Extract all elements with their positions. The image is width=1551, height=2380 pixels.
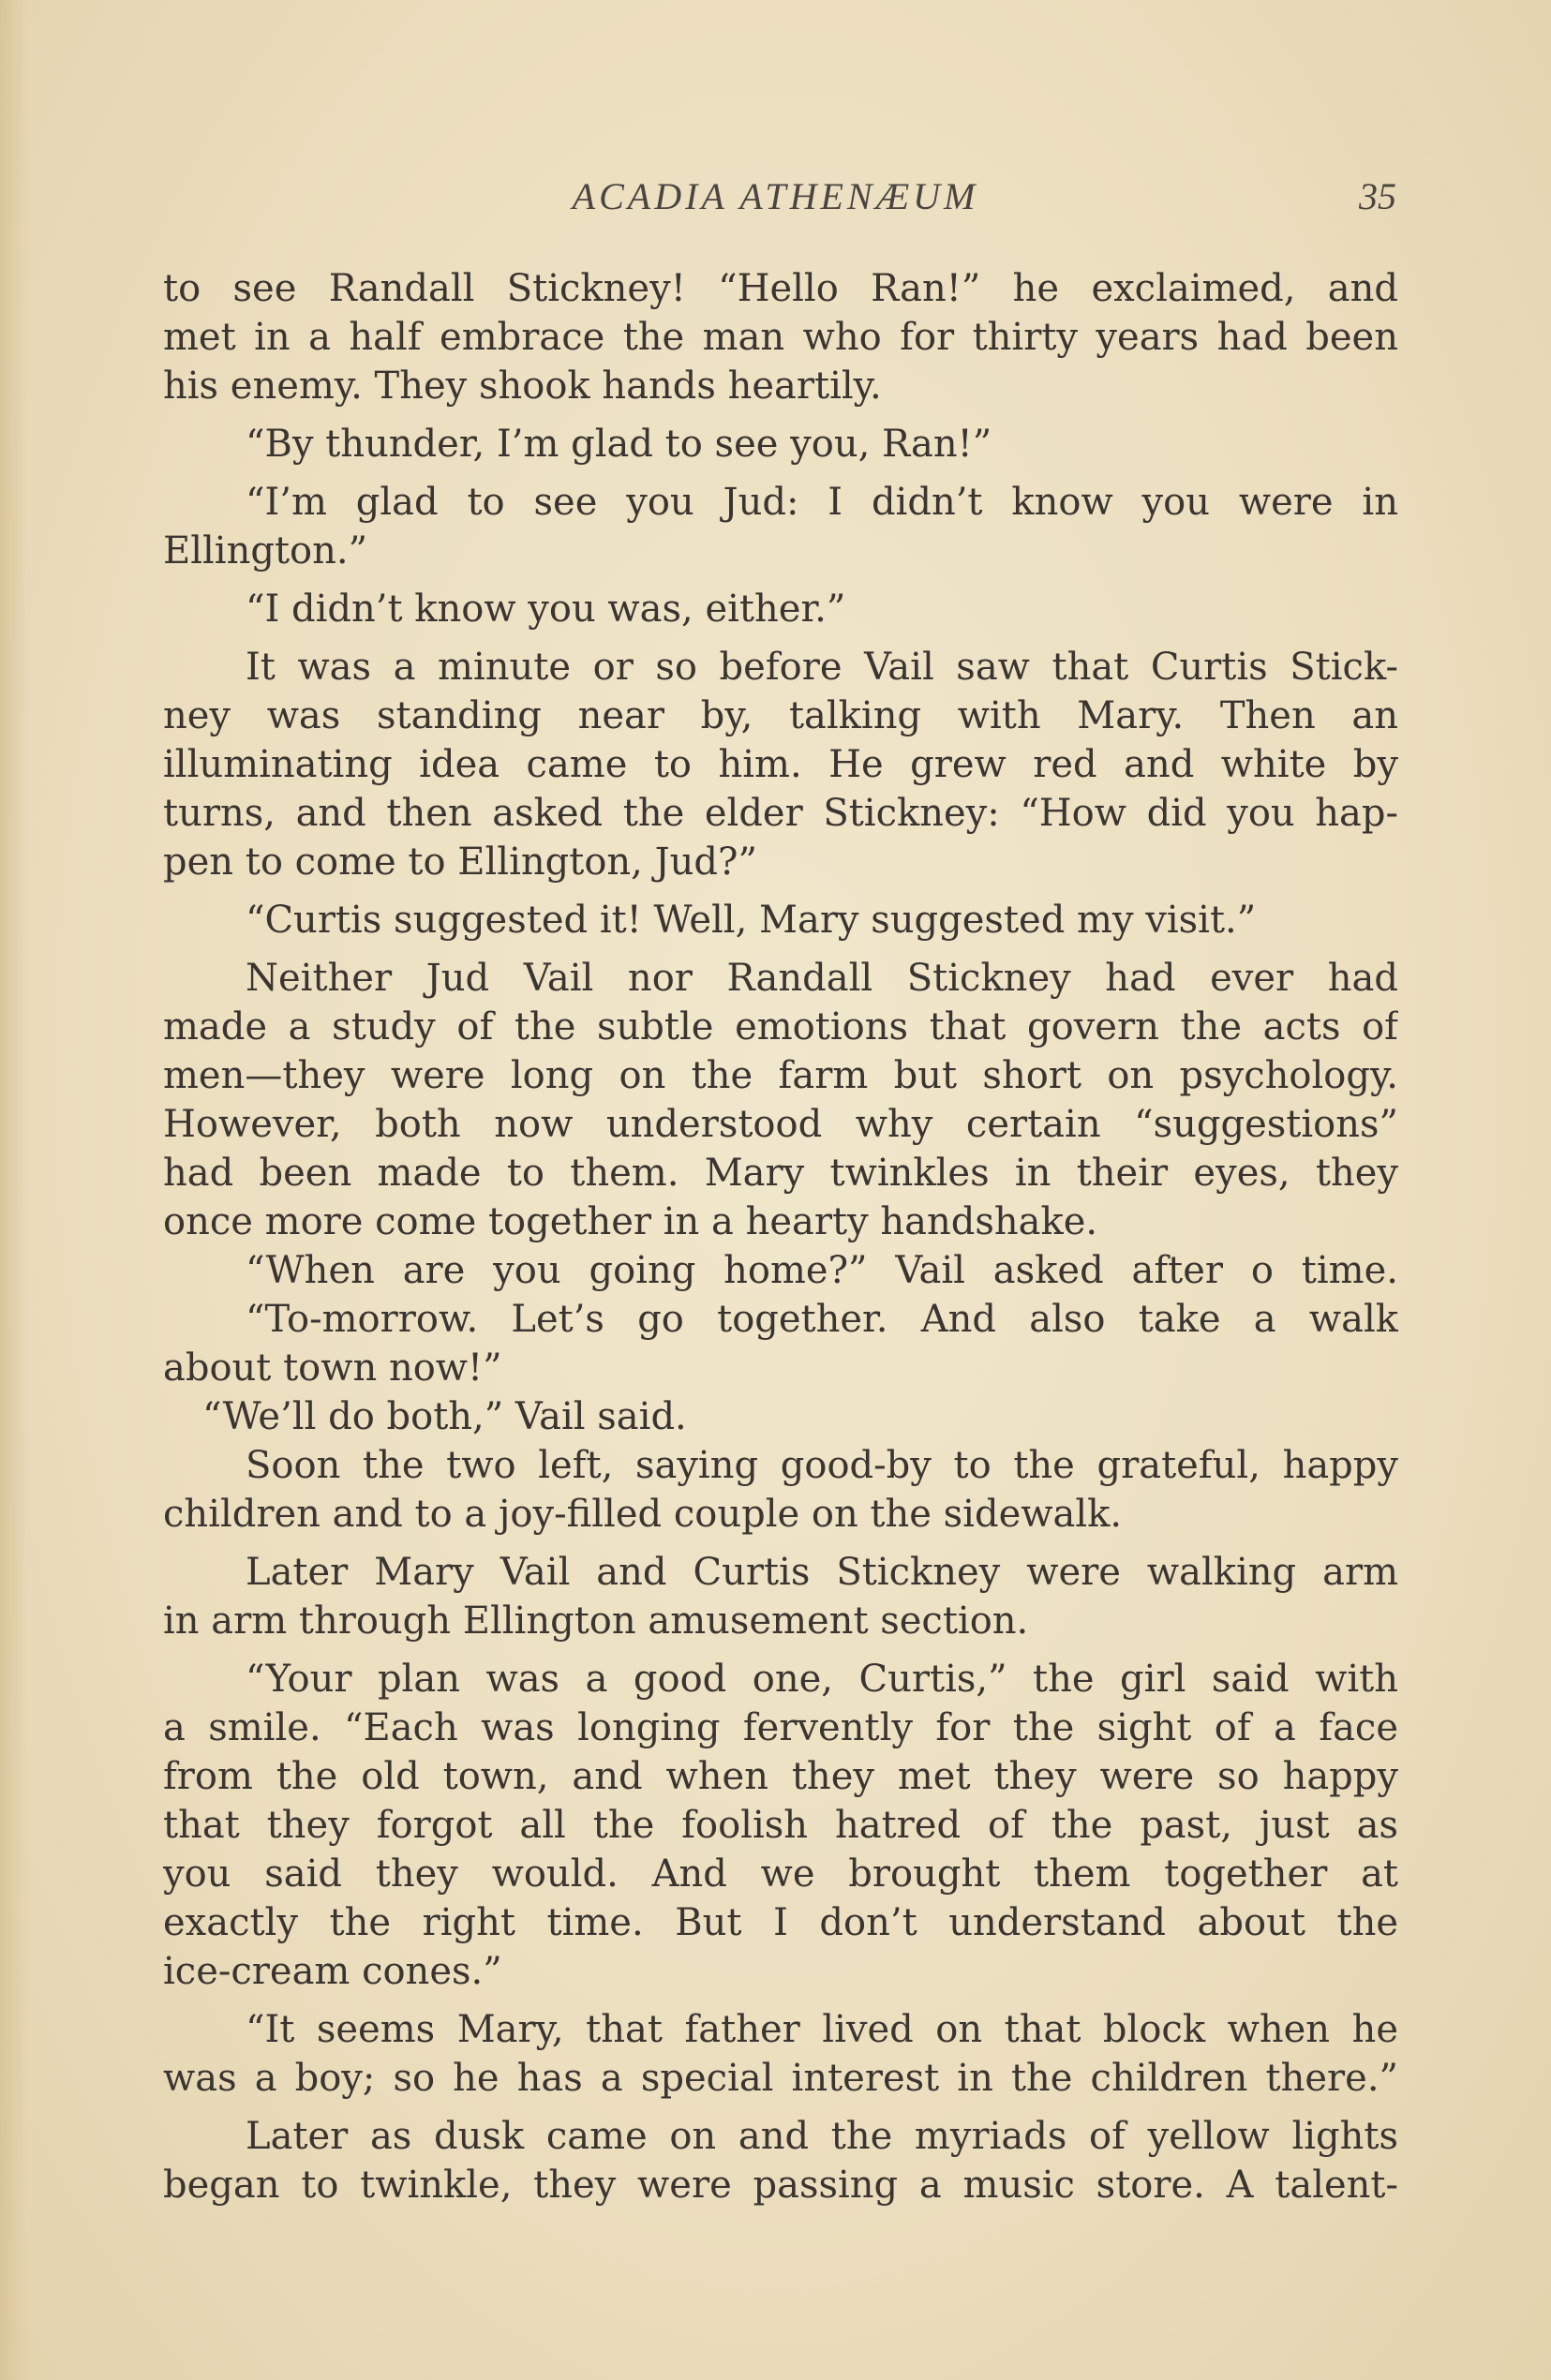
text-line: was a boy; so he has a special interest in the children there.” (163, 2057, 1398, 2100)
body-text (163, 264, 1398, 2209)
text-line: “I didn’t know you was, either.” (246, 588, 846, 631)
text-line: began to twinkle, they were passing a music store. A talent- (163, 2164, 1398, 2207)
page-edge-shadow (0, 0, 28, 2380)
text-line: children and to a joy-filled couple on the sidewalk. (163, 1493, 1123, 1536)
text-line: a smile. “Each was longing fervently for the sight of a face (163, 1706, 1398, 1749)
text-line: “Curtis suggested it! Well, Mary suggested my visit.” (246, 899, 1257, 942)
text-line: that they forgot all the foolish hatred of the past, just as (163, 1804, 1398, 1847)
text-line: you said they would. And we brought them together at (163, 1852, 1398, 1896)
text-line: ice-cream cones.” (163, 1950, 502, 1993)
text-line: about town now!” (163, 1346, 502, 1390)
text-line: ney was standing near by, talking with Mary. Then an (163, 694, 1398, 737)
text-line: turns, and then asked the elder Stickney: “How did you hap- (163, 792, 1398, 835)
text-line: met in a half embrace the man who for thirty years had been (163, 316, 1398, 359)
running-title: ACADIA ATHENÆUM (572, 175, 979, 217)
text-line: “When are you going home?” Vail asked after o time. (246, 1249, 1398, 1292)
text-line: “To-morrow. Let’s go together. And also take a walk (246, 1298, 1398, 1341)
text-line: to see Randall Stickney! “Hello Ran!” he exclaimed, and (163, 267, 1398, 310)
text-line: once more come together in a hearty handshake. (163, 1200, 1098, 1243)
text-line: “We’ll do both,” Vail said. (202, 1395, 687, 1438)
text-line: made a study of the subtle emotions that govern the acts of (163, 1005, 1398, 1049)
text-line: Soon the two left, saying good-by to the grateful, happy (246, 1444, 1398, 1487)
text-line: illuminating idea came to him. He grew red and white by (163, 743, 1398, 786)
text-line: “I’m glad to see you Jud: I didn’t know you were in (246, 481, 1398, 524)
page-number: 35 (1359, 175, 1396, 217)
text-line: in arm through Ellington amusement section. (163, 1599, 1029, 1643)
text-line: from the old town, and when they met they were so happy (163, 1755, 1398, 1798)
text-line: “It seems Mary, that father lived on that block when he (246, 2008, 1398, 2051)
text-line: “Your plan was a good one, Curtis,” the girl said with (246, 1658, 1398, 1701)
text-line: exactly the right time. But I don’t understand about the (163, 1901, 1398, 1944)
text-line: However, both now understood why certain “suggestions” (163, 1103, 1398, 1146)
text-line: his enemy. They shook hands heartily. (163, 364, 882, 408)
text-line: men—they were long on the farm but short on psychology. (163, 1054, 1398, 1097)
text-line: had been made to them. Mary twinkles in their eyes, they (163, 1152, 1398, 1195)
text-line: Later Mary Vail and Curtis Stickney were walking arm (246, 1551, 1398, 1594)
text-line: pen to come to Ellington, Jud?” (163, 840, 757, 884)
text-line: It was a minute or so before Vail saw that Curtis Stick- (246, 646, 1398, 689)
page-header (0, 174, 1551, 231)
text-line: Later as dusk came on and the myriads of yellow lights (246, 2115, 1398, 2158)
text-line: “By thunder, I’m glad to see you, Ran!” (246, 423, 992, 466)
text-line: Neither Jud Vail nor Randall Stickney had ever had (246, 957, 1398, 1000)
text-line: Ellington.” (163, 529, 368, 573)
